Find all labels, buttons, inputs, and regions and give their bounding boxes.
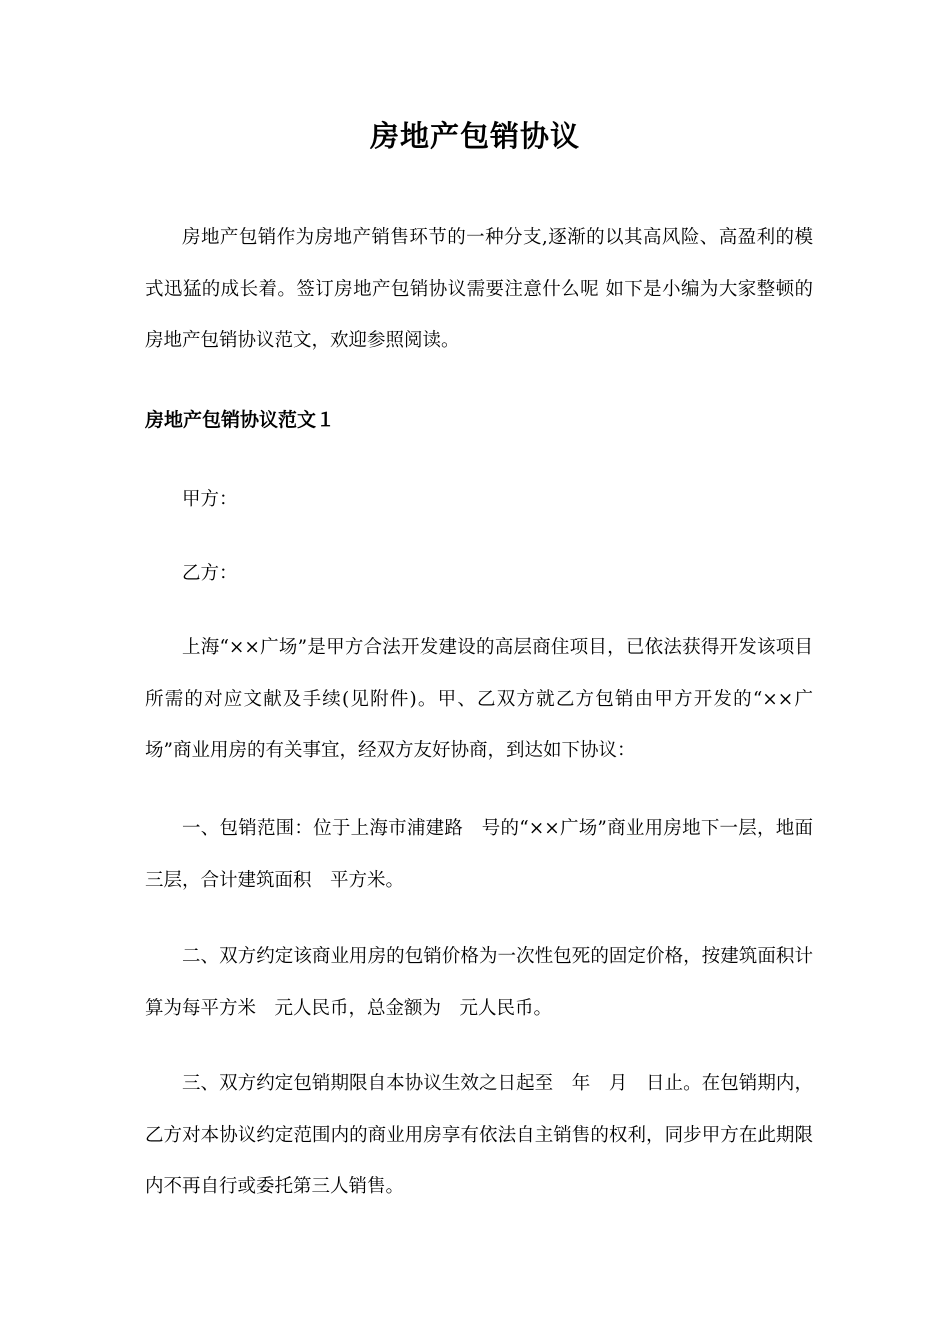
intro-paragraph: 房地产包销作为房地产销售环节的一种分支,逐渐的以其高风险、高盈利的模式迅猛的成长着。签订房地产包销协议需要注意什么呢 如下是小编为大家整顿的房地产包销协议范文，欢迎参照阅读。 [145, 227, 813, 351]
document-title: 房地产包销协议 [369, 119, 580, 153]
section-heading: 房地产包销协议范文１ [145, 409, 336, 431]
clause-1-paragraph: 一、包销范围：位于上海市浦建路 号的“××广场”商业用房地下一层，地面三层，合计建筑面积 平方米。 [145, 818, 813, 891]
clause-2-paragraph: 二、双方约定该商业用房的包销价格为一次性包死的固定价格，按建筑面积计算为每平方米 元人民币，总金额为 元人民币。 [145, 946, 813, 1019]
preamble-paragraph: 上海“××广场”是甲方合法开发建设的高层商住项目，已依法获得开发该项目所需的对应文献及手续(见附件)。甲、乙双方就乙方包销由甲方开发的“××广场”商业用房的有关事宜，经双方友好协商，到达如下协议： [145, 637, 813, 761]
party-b-line: 乙方： [182, 563, 238, 584]
clause-3-paragraph: 三、双方约定包销期限自本协议生效之日起至 年 月 日止。在包销期内，乙方对本协议约定范围内的商业用房享有依法自主销售的权利，同步甲方在此期限内不再自行或委托第三人销售。 [145, 1073, 813, 1197]
party-a-line: 甲方： [182, 489, 238, 510]
